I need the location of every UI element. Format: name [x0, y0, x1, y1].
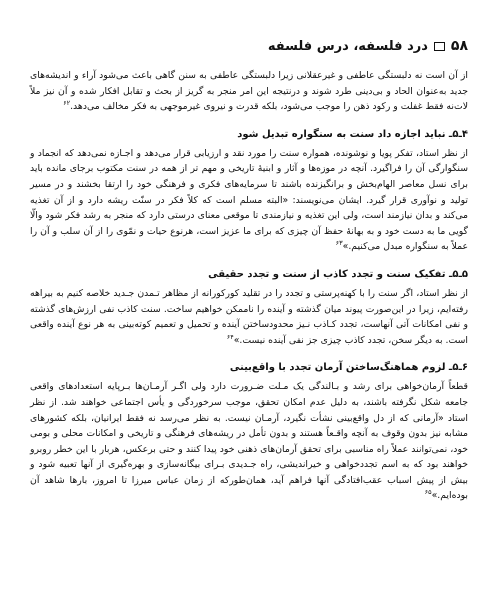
intro-text: از آن است نه دلبستگی عاطفی و غیرعقلانی زیرا دلبستگی عاطفی به سنن گاهی باعث می‌شود آراء و اندیشه‌های جدید به‌عنوان الحاد و بی‌دینی طرد شوند و درنتیجه این امر منجر به گریز از بحث و تقابل افکار شده و آن نیز ملاً لا‌ت‌نه فقط غفلت و رکود ذهن را موجب می‌شود، بلکه قدرت و نیروی غیرموجهی به فکر مخالف می‌دهد.	[30, 70, 468, 113]
footnote-ref: ۶۲	[63, 99, 71, 108]
page-header	[268, 38, 468, 54]
section-text: قطعاً آرمان‌خواهی برای رشد و بـالندگی یک مـلت ضـرورت دارد ولی اگـر آرمـان‌ها بـرپایه استعدادهای واقعی جامعه شکل نگرفته باشند، به دلیل عدم امکان تحقق، موجب سرخوردگی و یأس اجتماعی خواهند شد. از نظر استاد «آرمانی که از دل واقع‌بینی نشأت نگیرد، آرمـان نیست. به نظر می‌رسد نه فقط ایرانیان، بلکه کشورهای مشابه نیز بدون وقوف به آنچه واقـعاً هستند و بدون تأمل در ریشه‌های فرهنگی و تاریخی و امکانات محلی و بومی خود، نمی‌توانند عملاً راه مناسبی برای تحقق آرمان‌های ذهنی خود پیدا کنند و حتی برعکس، هربار با این خطر روبرو خواهند بود که به اسم تجددخواهی و خیراندیشی، راه جـدیدی بـرای بیگانه‌سازی و بهره‌گیری از آنها تعبیه شود و بیش از پیش اسباب عقب‌افتادگی آنها فراهم آید، همان‌طورکه از زمان عباس میرزا تا امروز، بارها شاهد آن بوده‌ایم.»	[30, 381, 468, 502]
footnote-ref: ۶۴	[226, 332, 234, 341]
section-paragraph	[30, 146, 468, 255]
section-text: از نظر استاد، تفکر پویا و نوشونده، همواره سنت را مورد نقد و ارزیابی قرار می‌دهد و اجـازه نمی‌دهد که انجماد و سنگوارگی آن را فراگیرد. آنچه در موزه‌ها و آثار و ابنیهٔ تاریخی و مهم تر از همه در سنت مکتوب برجای مانده باید برای نسل معاصر الهام‌بخش و برانگیزنده باشند تا سرمایه‌های فکری و فرهنگی خود را ارتقا بخشند و در مسیر تولید و نوآوری قرار گیرد. ایشان می‌نویسند: «البته مسلم است که کلاً فکر در سنّت ریشه دارد و از آن تغذیه می‌کند و بدان نیازمند است، ولی این تغذیه و نیازمندی تا موقعی معنای درستی دارد که منجر به رشد فکر شود والّا گویی ما به دست خود و به بهانهٔ حفظ آن چیزی که برای ما عزیز است، هرنوع حیات و نمّوی را از آن سلب و آن را عملاً به سنگواره مبدل می‌کنیم.»	[30, 147, 468, 253]
running-title: درد فلسفه، درس فلسفه	[267, 38, 428, 54]
section-paragraph	[30, 379, 468, 504]
section-text: از نظر استاد، اگر سنت را با کهنه‌پرستی و تجدد را در تقلید کورکورانه از مظاهر تـمدن جـدید خلاصه کنیم به بیراهه رفته‌ایم، زیرا در این‌صورت پیوند میان گذشته و آینده را ناممکن خواهیم ساخت. سنت کاذب نفی ارزش‌های گذشته و نفی امکانات آتی آنهاست، تجدد کـاذب نـیز محدودساختن آینده و تحمیل و تعمیم کوته‌بینی به هر نوع آینده واقعی است. به دیگر سخن، تجدد کاذب چیزی جز نفی آینده نیست.»	[30, 287, 468, 346]
section-heading: ۵ـ۵ـ تفکیک سنت و تجدد کاذب از سنت و تجدد حقیقی	[208, 268, 468, 280]
section-heading: ۶ـ۵ـ لزوم هماهنگ‌ساختن آرمان تجدد با واقع‌بینی	[229, 362, 468, 374]
page-body	[30, 68, 468, 504]
square-bullet-icon	[434, 42, 445, 51]
footnote-ref: ۶۳	[335, 239, 343, 248]
footnote-ref: ۶۵	[424, 488, 432, 497]
section-paragraph	[30, 286, 468, 348]
page-number: ۵۸	[450, 38, 468, 54]
section-heading: ۴ـ۵ـ نباید اجازه داد سنت به سنگواره تبدیل شود	[237, 128, 468, 140]
intro-paragraph	[30, 68, 468, 115]
